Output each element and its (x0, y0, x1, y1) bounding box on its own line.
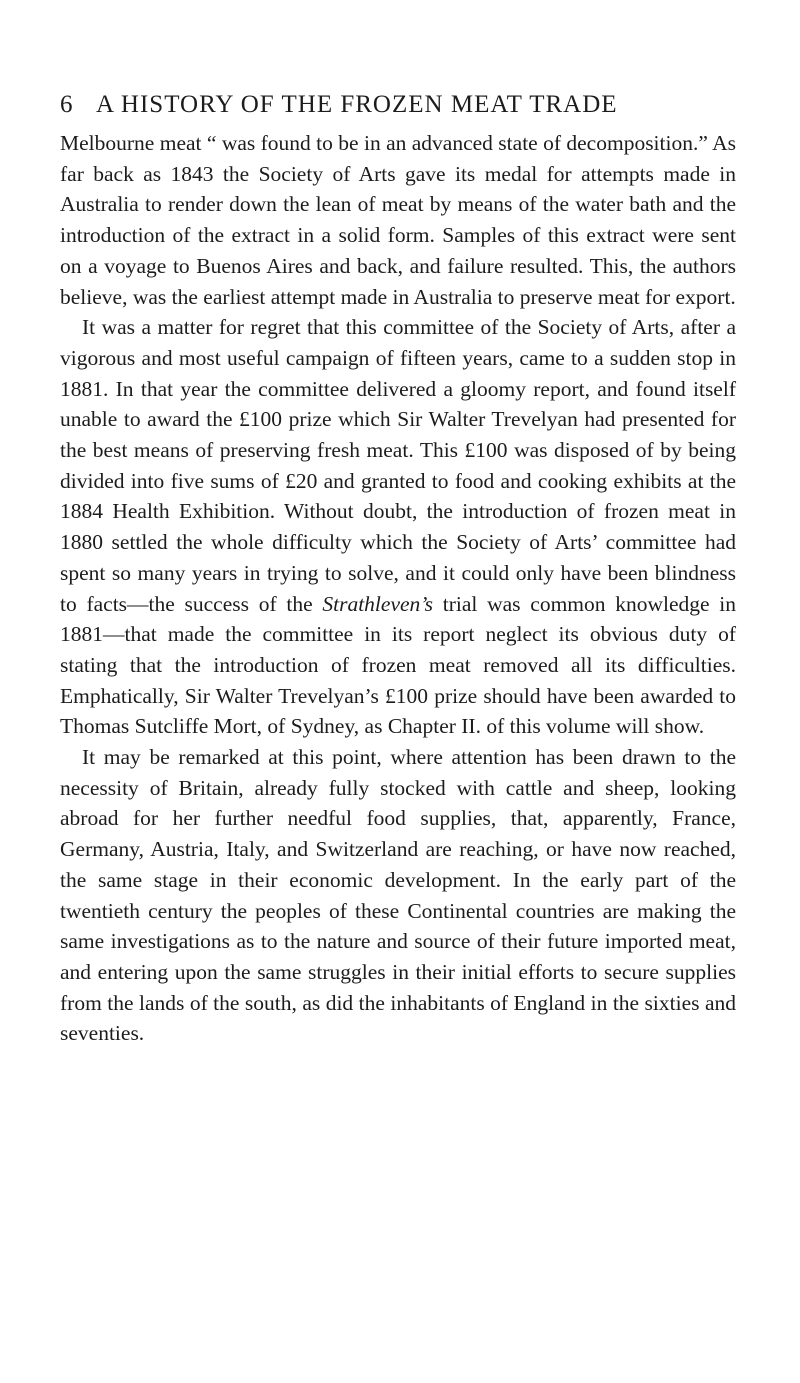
ship-name-italic: Strathleven’s (322, 591, 434, 616)
paragraph-2-part-2: trial was common knowledge in 1881—that made the committee in its report neglect its obvious duty of stating that the introduction of frozen meat removed all its difficulties. Emphatically, Sir Walter Trevelyan’s £100 prize should have been awarded to Thomas Sutcliffe Mort, of Sydney, as Chapter II. of this volume will show. (60, 591, 737, 739)
running-head (60, 88, 736, 124)
body-text (60, 128, 736, 1049)
paragraph-2-part-1: It was a matter for regret that this committee of the Society of Arts, after a vigorous and most useful campaign of fifteen years, came to a sudden stop in 1881. In that year the committee delivered a gloomy report, and found itself unable to award the £100 prize which Sir Walter Trevelyan had presented for the best means of preserving fresh meat. This £100 was disposed of by being divided into five sums of £20 and granted to food and cooking exhibits at the 1884 Health Exhibition. Without doubt, the introduction of frozen meat in 1880 settled the whole difficulty which the Society of Arts’ committee had spent so many years in trying to solve, and it could only have been blindness to facts—the success of the (60, 315, 736, 616)
paragraph-1: Melbourne meat “ was found to be in an advanced state of decomposition.” As far back as 1843 the Society of Arts gave its medal for attempts made in Australia to render down the lean of meat by means of the water bath and the introduction of the extract in a solid form. Samples of this extract were sent on a voyage to Buenos Aires and back, and failure resulted. This, the authors believe, was the earliest attempt made in Australia to preserve meat for export. (60, 131, 736, 309)
paragraph-2 (60, 312, 736, 742)
paragraph-3: It may be remarked at this point, where attention has been drawn to the necessity of Britain, already fully stocked with cattle and sheep, looking abroad for her further needful food supplies, that, apparently, France, Germany, Austria, Italy, and Switzerland are reaching, or have now reached, the same stage in their economic development. In the early part of the twentieth century the peoples of these Continental countries are making the same investigations as to the nature and source of their future imported meat, and entering upon the same struggles in their initial efforts to secure supplies from the lands of the south, as did the inhabitants of England in the sixties and seventies. (60, 745, 736, 1046)
book-page (60, 88, 736, 1049)
running-title: A HISTORY OF THE FROZEN MEAT TRADE (96, 91, 618, 118)
page-number: 6 (60, 91, 74, 118)
